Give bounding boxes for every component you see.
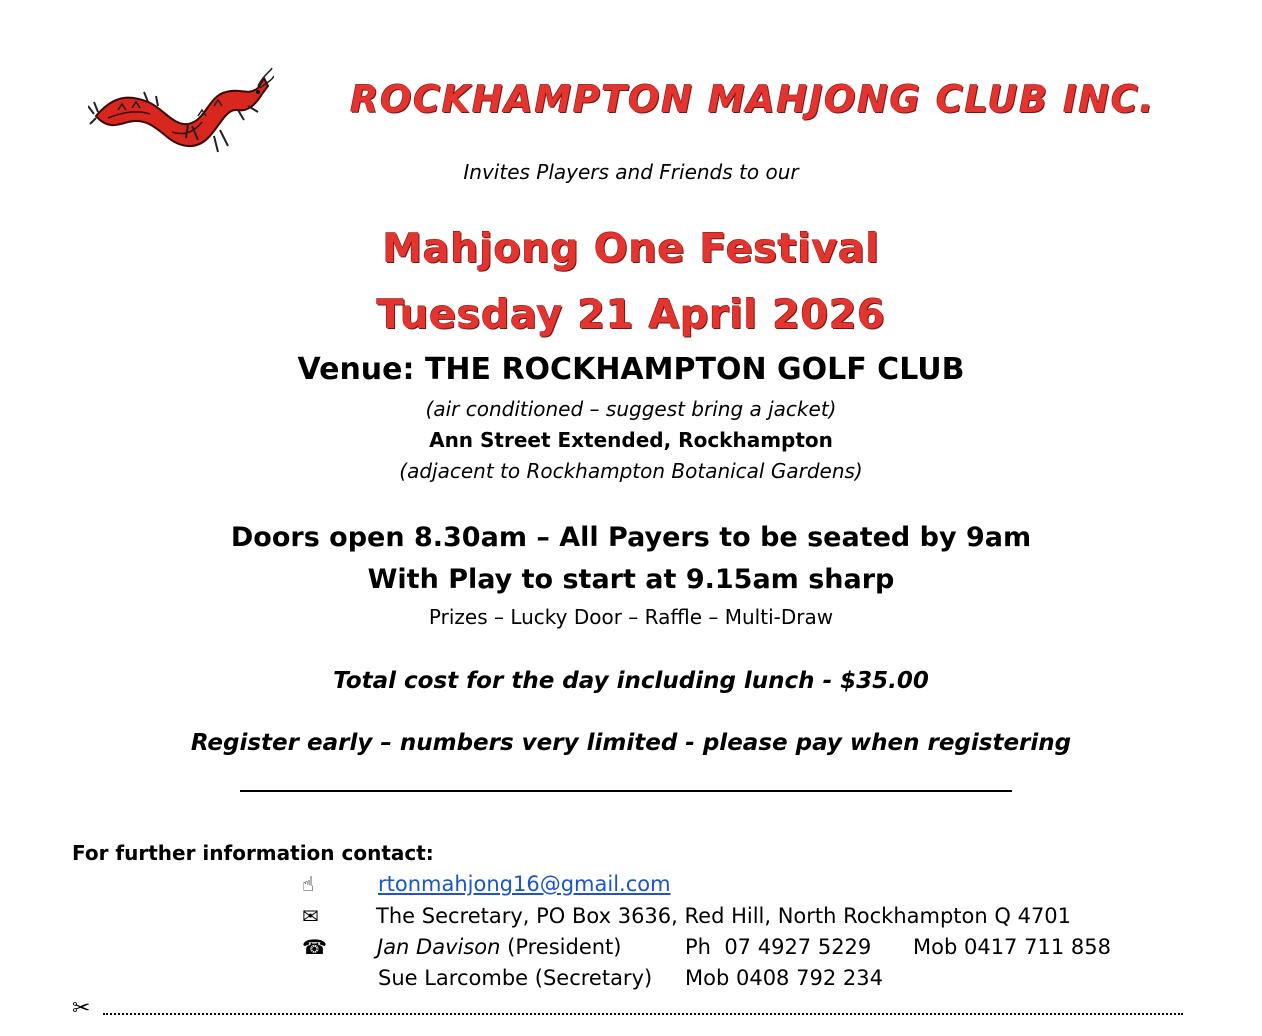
contact-president-row <box>0 935 1262 965</box>
contact-heading: For further information contact: <box>72 841 434 865</box>
telephone-icon: ☎ <box>302 935 327 959</box>
play-start-text: With Play to start at 9.15am sharp <box>367 564 895 595</box>
invite-text <box>0 160 1262 184</box>
doors-open-text: Doors open 8.30am – All Payers to be seated by 9am <box>230 522 1032 553</box>
register-text: Register early – numbers very limited - please pay when registering <box>190 730 1072 756</box>
contact-secretary-row <box>0 966 1262 996</box>
secretary-mobile: Mob 0408 792 234 <box>685 966 883 990</box>
divider-rule <box>240 790 1012 792</box>
extras-text: Prizes – Lucky Door – Raffle – Multi-Draw <box>428 605 834 629</box>
contact-email-row <box>0 872 1262 902</box>
venue-heading: Venue: THE ROCKHAMPTON GOLF CLUB <box>297 352 965 387</box>
venue-note: (air conditioned – suggest bring a jacket) <box>425 397 837 421</box>
hand-pointer-icon: ☝ <box>302 872 315 896</box>
event-date: Tuesday 21 April 2026 <box>376 292 886 338</box>
president-phone: Ph 07 4927 5229 <box>685 935 872 959</box>
envelope-icon: ✉ <box>302 904 319 928</box>
cut-line <box>103 1013 1183 1015</box>
cost-text: Total cost for the day including lunch - $35.00 <box>333 668 929 694</box>
secretary-name: Sue Larcombe (Secretary) <box>378 966 653 990</box>
invite-line: Invites Players and Friends to our <box>463 160 799 184</box>
venue-address: Ann Street Extended, Rockhampton <box>429 428 833 452</box>
contact-postal-row <box>0 904 1262 934</box>
president-name: Jan Davison <box>377 935 501 959</box>
president-role: (President) <box>500 935 622 959</box>
scissors-icon: ✂ <box>72 996 91 1021</box>
club-name: ROCKHAMPTON MAHJONG CLUB INC. <box>350 78 1155 121</box>
president-contact <box>377 935 621 959</box>
dragon-logo-icon <box>88 66 274 166</box>
email-link[interactable]: rtonmahjong16@gmail.com <box>378 872 671 896</box>
president-mobile: Mob 0417 711 858 <box>913 935 1111 959</box>
postal-address: The Secretary, PO Box 3636, Red Hill, North Rockhampton Q 4701 <box>376 904 1072 928</box>
event-name: Mahjong One Festival <box>382 226 880 272</box>
address-note: (adjacent to Rockhampton Botanical Gardens) <box>399 459 863 483</box>
